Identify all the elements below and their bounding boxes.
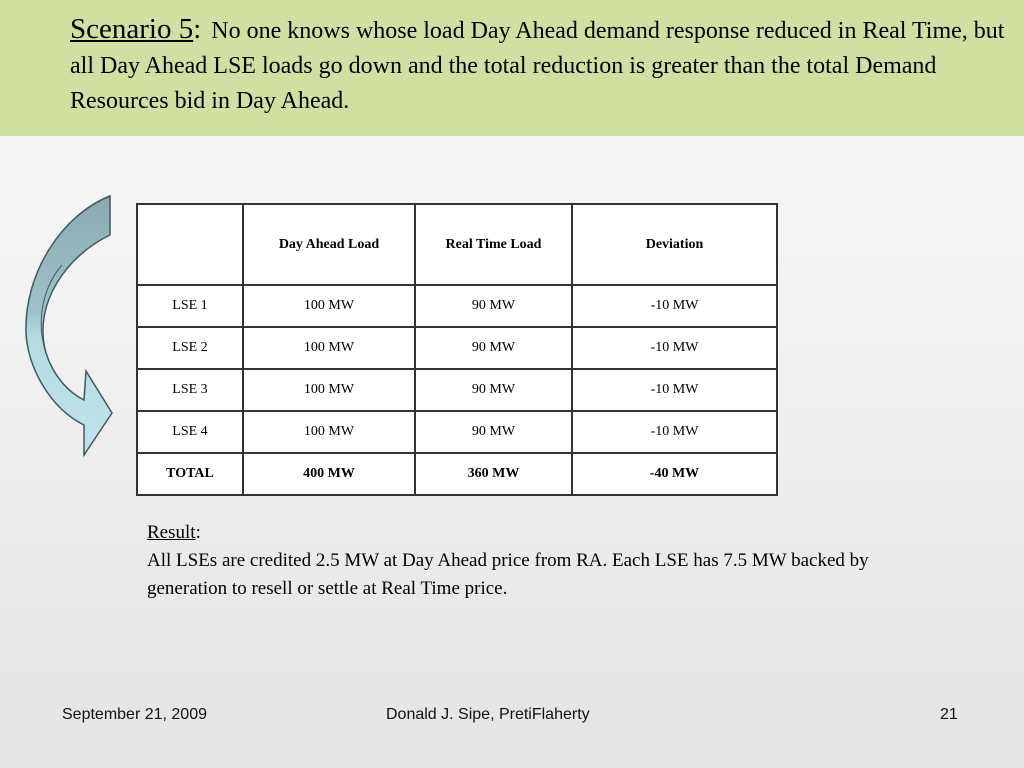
table-cell: -10 MW — [572, 369, 777, 411]
table-cell: 90 MW — [415, 411, 572, 453]
result-colon: : — [195, 522, 201, 543]
table-cell: 90 MW — [415, 285, 572, 327]
table-cell: 90 MW — [415, 369, 572, 411]
result-text: All LSEs are credited 2.5 MW at Day Ahead price from RA. Each LSE has 7.5 MW backed by generation to resell or settle at Real Time price. — [147, 550, 869, 599]
table-row — [137, 369, 777, 411]
table-header-real-time: Real Time Load — [415, 204, 572, 285]
table-cell: 360 MW — [415, 453, 572, 495]
table-cell: TOTAL — [137, 453, 243, 495]
table-row — [137, 411, 777, 453]
table-header-blank — [137, 204, 243, 285]
scenario-label: Scenario 5 — [70, 13, 194, 45]
table-cell: LSE 4 — [137, 411, 243, 453]
table-cell: 90 MW — [415, 327, 572, 369]
table-cell: 100 MW — [243, 369, 415, 411]
table-header-row — [137, 204, 777, 285]
table-row — [137, 327, 777, 369]
result-heading — [147, 519, 887, 547]
curved-arrow-icon — [22, 193, 118, 459]
table-cell: 100 MW — [243, 327, 415, 369]
table-cell: LSE 3 — [137, 369, 243, 411]
footer-date: September 21, 2009 — [62, 706, 207, 723]
scenario-colon: : — [193, 13, 202, 45]
table-total-row — [137, 453, 777, 495]
table-cell: 100 MW — [243, 285, 415, 327]
curved-arrow-shape — [26, 196, 112, 455]
scenario-description: No one knows whose load Day Ahead demand response reduced in Real Time, but all Day Ahead LSE loads go down and the total reduction is greater than the total Demand Resources bid in Day Ahead. — [70, 18, 1005, 114]
table-cell: -10 MW — [572, 327, 777, 369]
footer-page-number: 21 — [940, 706, 958, 723]
table-cell: LSE 1 — [137, 285, 243, 327]
table-cell: -40 MW — [572, 453, 777, 495]
table-cell: 100 MW — [243, 411, 415, 453]
table-row — [137, 285, 777, 327]
footer-author: Donald J. Sipe, PretiFlaherty — [386, 706, 590, 723]
slide-title — [70, 12, 1005, 119]
table-cell: 400 MW — [243, 453, 415, 495]
table-cell: -10 MW — [572, 285, 777, 327]
table-header-day-ahead: Day Ahead Load — [243, 204, 415, 285]
table-cell: LSE 2 — [137, 327, 243, 369]
result-title: Result — [147, 522, 196, 543]
lse-load-table — [136, 203, 778, 496]
table-cell: -10 MW — [572, 411, 777, 453]
table-header-deviation: Deviation — [572, 204, 777, 285]
result-section — [147, 519, 887, 603]
